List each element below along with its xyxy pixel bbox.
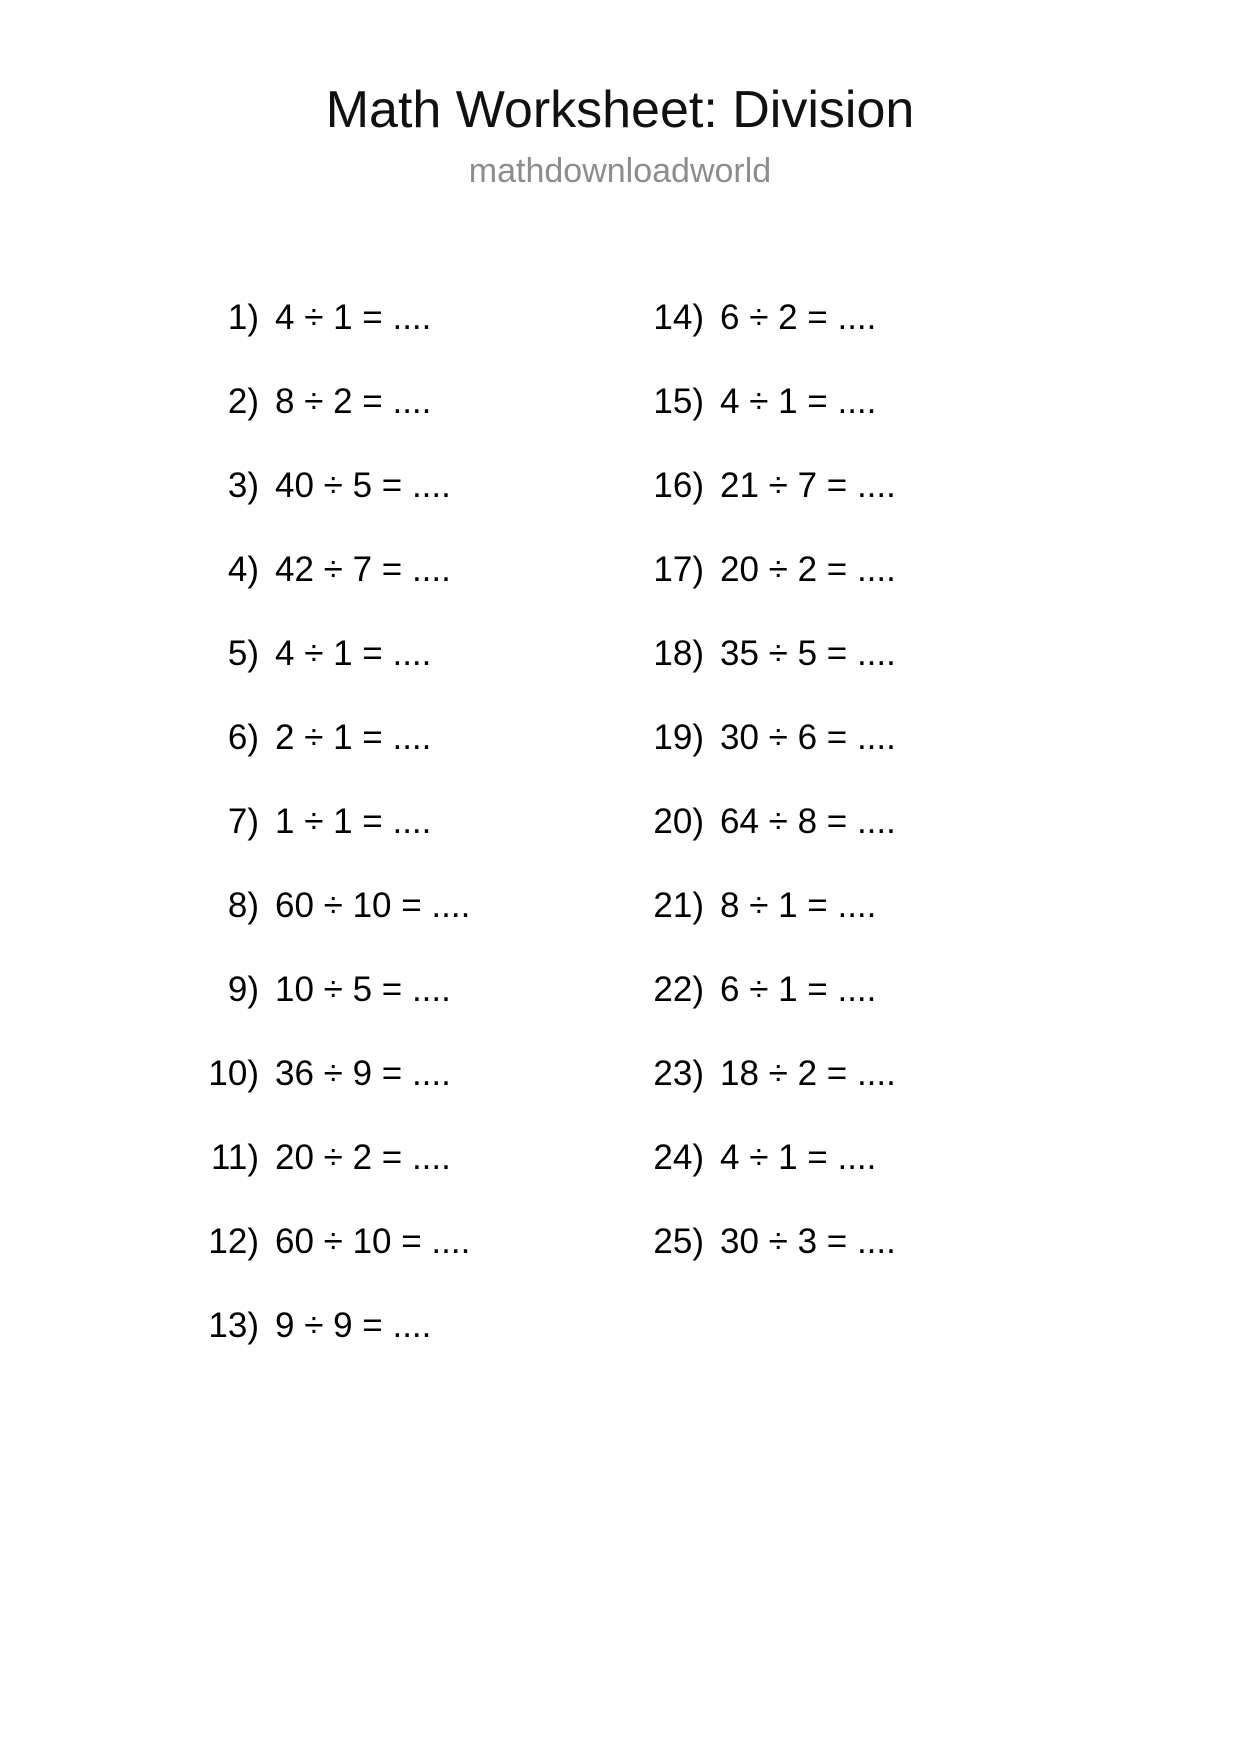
problem-number: 16) xyxy=(653,466,704,505)
problem-expression: 60 ÷ 10 = .... xyxy=(275,1222,471,1261)
problem-number: 14) xyxy=(653,298,704,337)
problem-expression: 20 ÷ 2 = .... xyxy=(720,550,896,589)
problem-row xyxy=(175,468,615,552)
problem-expression: 8 ÷ 1 = .... xyxy=(720,886,877,925)
problem-expression: 4 ÷ 1 = .... xyxy=(275,298,432,337)
problem-number: 4) xyxy=(227,550,259,589)
problem-row xyxy=(175,1056,615,1140)
problem-number: 6) xyxy=(227,718,259,757)
problem-number: 12) xyxy=(208,1222,259,1261)
worksheet-header xyxy=(0,0,1240,191)
problem-row xyxy=(620,720,1060,804)
problem-expression: 30 ÷ 6 = .... xyxy=(720,718,896,757)
problem-number: 2) xyxy=(227,382,259,421)
problem-number: 11) xyxy=(211,1138,259,1177)
problem-row xyxy=(620,1056,1060,1140)
problem-row xyxy=(175,1140,615,1224)
problem-expression: 9 ÷ 9 = .... xyxy=(275,1306,432,1345)
problem-number: 21) xyxy=(653,886,704,925)
problem-row xyxy=(620,804,1060,888)
problem-row xyxy=(175,972,615,1056)
problem-row xyxy=(175,1224,615,1308)
problem-row xyxy=(175,720,615,804)
problem-row xyxy=(175,1308,615,1392)
problem-expression: 8 ÷ 2 = .... xyxy=(275,382,432,421)
problem-row xyxy=(620,468,1060,552)
problem-expression: 21 ÷ 7 = .... xyxy=(720,466,896,505)
problem-expression: 40 ÷ 5 = .... xyxy=(275,466,451,505)
problem-number: 24) xyxy=(653,1138,704,1177)
problem-list xyxy=(0,300,1240,1392)
problem-expression: 35 ÷ 5 = .... xyxy=(720,634,896,673)
problem-number: 10) xyxy=(208,1054,259,1093)
problem-row xyxy=(620,384,1060,468)
problem-expression: 4 ÷ 1 = .... xyxy=(720,382,877,421)
problem-number: 19) xyxy=(653,718,704,757)
problem-row xyxy=(175,384,615,468)
problem-number: 18) xyxy=(653,634,704,673)
problem-number: 3) xyxy=(227,466,259,505)
problem-expression: 4 ÷ 1 = .... xyxy=(275,634,432,673)
problem-number: 5) xyxy=(227,634,259,673)
problem-number: 20) xyxy=(653,802,704,841)
problem-number: 22) xyxy=(653,970,704,1009)
problem-expression: 18 ÷ 2 = .... xyxy=(720,1054,896,1093)
problem-expression: 1 ÷ 1 = .... xyxy=(275,802,432,841)
problem-row xyxy=(620,1140,1060,1224)
problem-expression: 20 ÷ 2 = .... xyxy=(275,1138,451,1177)
problem-number: 8) xyxy=(227,886,259,925)
problem-row xyxy=(175,888,615,972)
problem-expression: 2 ÷ 1 = .... xyxy=(275,718,432,757)
problem-expression: 60 ÷ 10 = .... xyxy=(275,886,471,925)
page-title: Math Worksheet: Division xyxy=(325,81,915,139)
problem-row xyxy=(175,804,615,888)
problem-row xyxy=(175,552,615,636)
problem-number: 9) xyxy=(227,970,259,1009)
problem-row xyxy=(620,972,1060,1056)
problem-number: 17) xyxy=(653,550,704,589)
problem-expression: 6 ÷ 1 = .... xyxy=(720,970,877,1009)
problem-number: 1) xyxy=(227,298,259,337)
problem-number: 23) xyxy=(653,1054,704,1093)
problem-expression: 64 ÷ 8 = .... xyxy=(720,802,896,841)
problem-row xyxy=(620,888,1060,972)
problem-expression: 30 ÷ 3 = .... xyxy=(720,1222,896,1261)
problem-row xyxy=(175,300,615,384)
problem-column-right xyxy=(620,300,1060,1392)
page-subtitle: mathdownloadworld xyxy=(468,152,772,191)
problem-row xyxy=(620,636,1060,720)
problem-column-left xyxy=(175,300,615,1392)
problem-expression: 36 ÷ 9 = .... xyxy=(275,1054,451,1093)
problem-row xyxy=(620,1224,1060,1308)
problem-expression: 10 ÷ 5 = .... xyxy=(275,970,451,1009)
problem-number: 13) xyxy=(208,1306,259,1345)
problem-row xyxy=(175,636,615,720)
problem-expression: 4 ÷ 1 = .... xyxy=(720,1138,877,1177)
problem-number: 15) xyxy=(653,382,704,421)
problem-expression: 42 ÷ 7 = .... xyxy=(275,550,451,589)
problem-number: 7) xyxy=(227,802,259,841)
problem-row xyxy=(620,552,1060,636)
problem-expression: 6 ÷ 2 = .... xyxy=(720,298,877,337)
problem-row xyxy=(620,300,1060,384)
problem-number: 25) xyxy=(653,1222,704,1261)
